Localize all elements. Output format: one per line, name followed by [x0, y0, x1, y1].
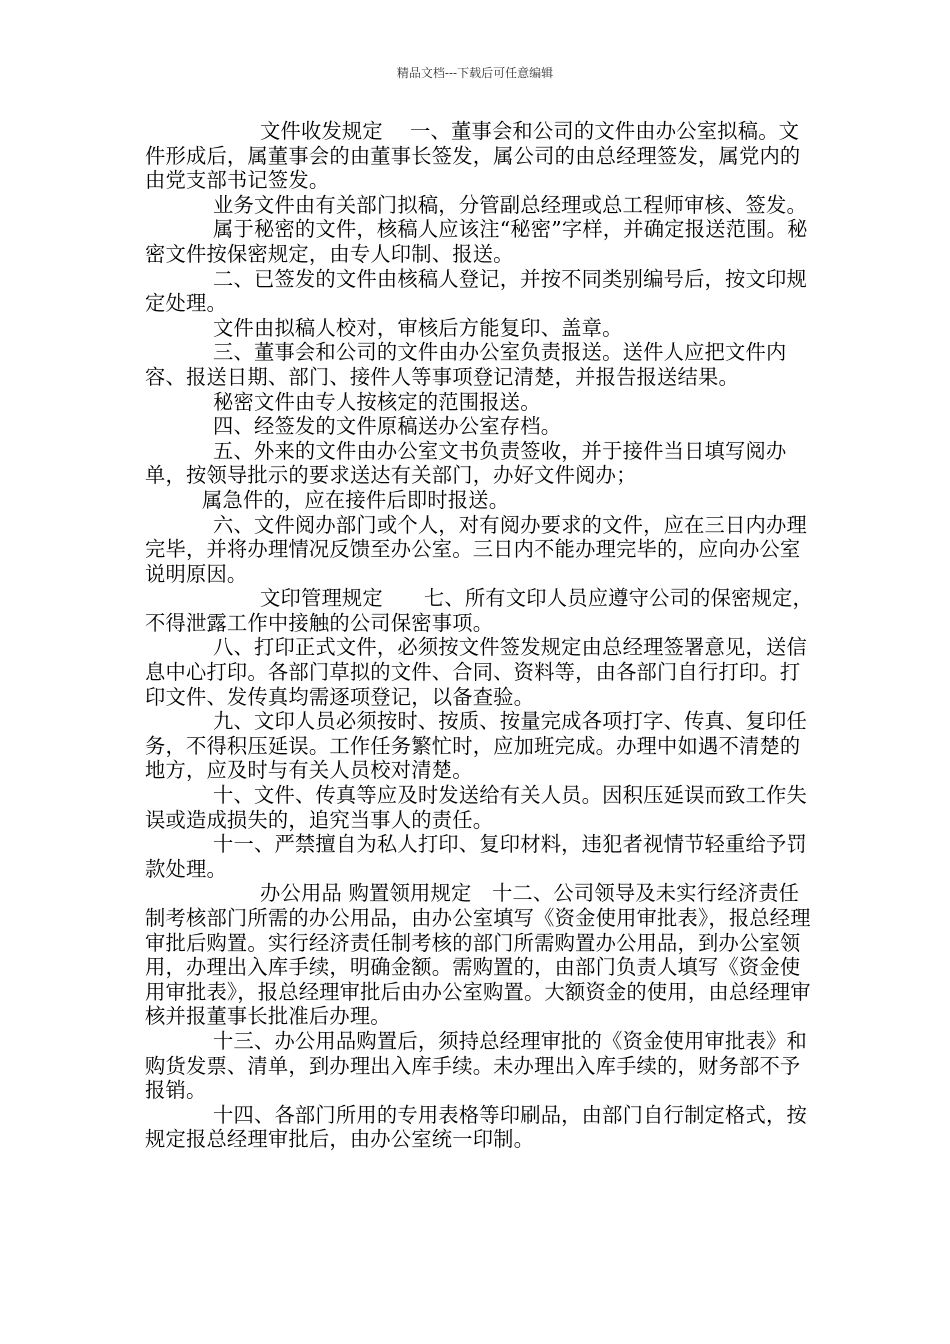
- paragraph-6: 三、董事会和公司的文件由办公室负责报送。送件人应把文件内容、报送日期、部门、接件人等事项登记清楚，并报告报送结果。: [145, 340, 787, 389]
- paragraph-9: 五、外来的文件由办公室文书负责签收，并于接件当日填写阅办单，按领导批示的要求送达有关部门，办好文件阅办；: [145, 438, 787, 488]
- page-header: 精品文档---下载后可任意编辑: [396, 66, 554, 80]
- paragraph-15: 十、文件、传真等应及时发送给有关人员。因积压延误而致工作失误或造成损失的，追究当事人的责任。: [145, 783, 807, 832]
- paragraph-12: 文印管理规定 七、所有文印人员应遵守公司的保密规定，不得泄露工作中接触的公司保密事项。: [145, 586, 813, 635]
- paragraph-5: 文件由拟稿人校对，审核后方能复印、盖章。: [213, 315, 623, 340]
- paragraph-7: 秘密文件由专人按核定的范围报送。: [213, 389, 541, 414]
- paragraph-3: 属于秘密的文件，核稿人应该注“秘密”字样，并确定报送范围。秘密文件按保密规定，由专人印制、报送。: [145, 217, 808, 266]
- paragraph-19: 十四、各部门所用的专用表格等印刷品，由部门自行制定格式，按规定报总经理审批后，由办公室统一印制。: [145, 1102, 807, 1152]
- paragraph-10: 属急件的，应在接件后即时报送。: [202, 487, 510, 512]
- paragraph-13: 八、打印正式文件，必须按文件签发规定由总经理签署意见，送信息中心打印。各部门草拟的文件、合同、资料等，由各部门自行打印。打印文件、发传真均需逐项登记，以备查验。: [145, 635, 807, 709]
- document-body: [145, 119, 813, 1152]
- paragraph-8: 四、经签发的文件原稿送办公室存档。: [213, 414, 562, 439]
- paragraph-18: 十三、办公用品购置后，须持总经理审批的《资金使用审批表》和购货发票、清单，到办理出入库手续。未办理出入库手续的，财务部不予报销。: [145, 1028, 807, 1103]
- paragraph-14: 九、文印人员必须按时、按质、按量完成各项打字、传真、复印任务，不得积压延误。工作任务繁忙时，应加班完成。办理中如遇不清楚的地方，应及时与有关人员校对清楚。: [145, 709, 807, 783]
- paragraph-11: 六、文件阅办部门或个人，对有阅办要求的文件，应在三日内办理完毕，并将办理情况反馈至办公室。三日内不能办理完毕的，应向办公室说明原因。: [145, 512, 807, 586]
- paragraph-16: 十一、严禁擅自为私人打印、复印材料，违犯者视情节轻重给予罚款处理。: [145, 832, 807, 881]
- paragraph-4: 二、已签发的文件由核稿人登记，并按不同类别编号后，按文印规定处理。: [145, 266, 807, 316]
- paragraph-2: 业务文件由有关部门拟稿，分管副总经理或总工程师审核、签发。: [213, 192, 807, 217]
- paragraph-17: 办公用品 购置领用规定 十二、公司领导及未实行经济责任制考核部门所需的办公用品，由办公室填写《资金使用审批表》，报总经理审批后购置。实行经济责任制考核的部门所需购置办公用品，到办公室领用，办理出入库手续，明确金额。需购置的，由部门负责人填写《资金使用审批表》，报总经理审批后由办公室购置。大额资金的使用，由总经理审核并报董事长批准后办理。: [145, 881, 811, 1029]
- paragraph-1: 文件收发规定 一、董事会和公司的文件由办公室拟稿。文件形成后，属董事会的由董事长签发，属公司的由总经理签发，属党内的由党支部书记签发。: [145, 119, 801, 193]
